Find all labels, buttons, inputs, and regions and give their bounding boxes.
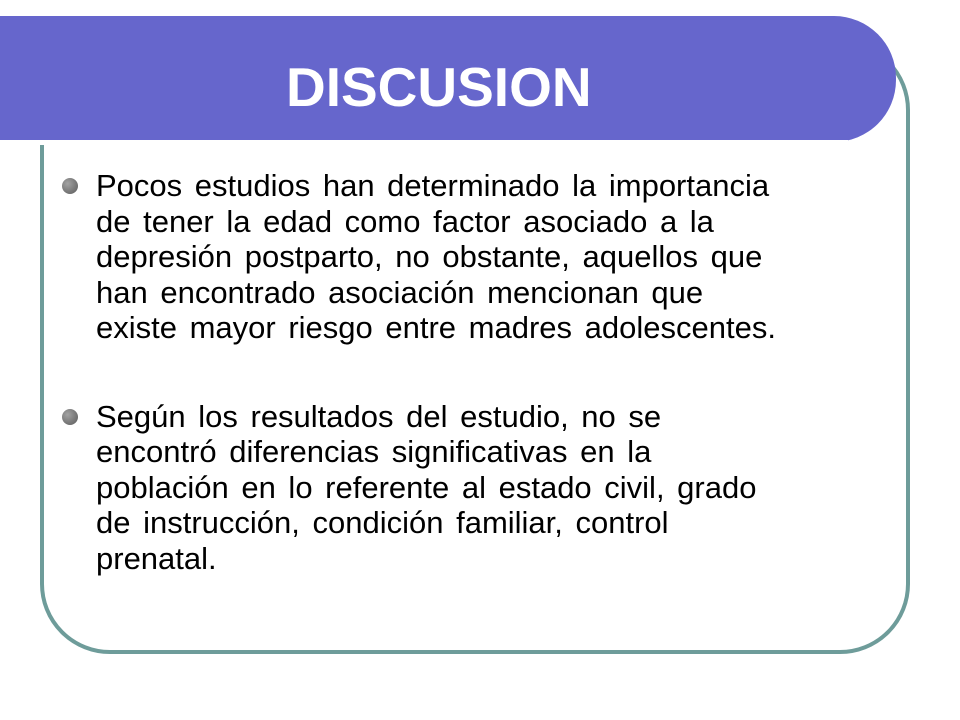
bullet-item	[60, 168, 890, 346]
bullet-item	[60, 399, 890, 577]
bullet-line: depresión postparto, no obstante, aquellos que	[96, 239, 763, 274]
bullet-list	[60, 168, 890, 576]
bullet-line: Según los resultados del estudio, no se	[96, 398, 662, 434]
bullet-line: población en lo referente al estado civil, grado	[96, 469, 757, 505]
circle-bullet-icon	[62, 178, 78, 194]
bullet-line: existe mayor riesgo entre madres adolescentes.	[96, 310, 776, 345]
title-bar	[0, 16, 896, 142]
circle-bullet-icon	[62, 409, 78, 425]
bullet-line: prenatal.	[96, 540, 217, 576]
bullet-line: encontró diferencias significativas en la	[96, 434, 652, 469]
bullet-line: han encontrado asociación mencionan que	[96, 274, 704, 310]
bullet-line: de instrucción, condición familiar, control	[96, 505, 669, 540]
bullet-line: de tener la edad como factor asociado a la	[96, 203, 714, 239]
title-underline	[0, 140, 848, 145]
slide-title: DISCUSION	[286, 56, 592, 118]
bullet-line: Pocos estudios han determinado la importancia	[96, 168, 770, 203]
